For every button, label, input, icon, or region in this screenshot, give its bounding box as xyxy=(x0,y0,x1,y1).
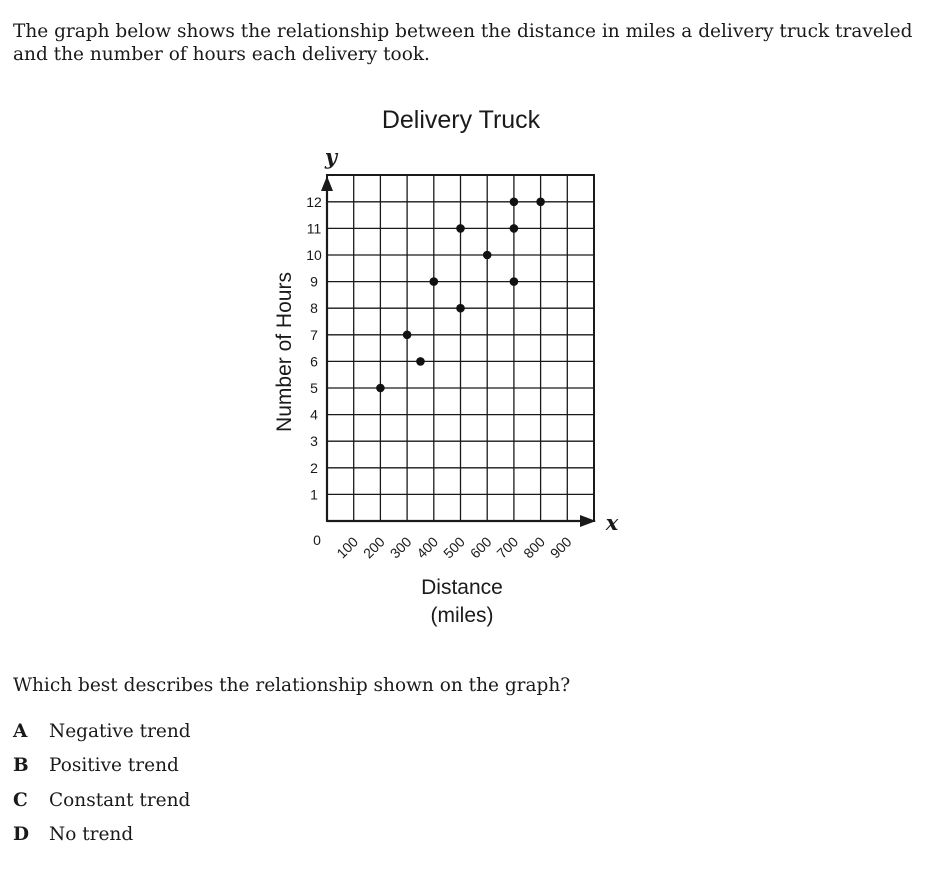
x-tick-label: 500 xyxy=(440,533,468,562)
data-point xyxy=(403,331,412,340)
question-text: Which best describes the relationship shown on the graph? xyxy=(13,675,571,696)
y-tick-label: 10 xyxy=(306,247,322,263)
data-point xyxy=(510,277,519,286)
choice-b-letter: B xyxy=(13,755,29,776)
x-tick-label: 400 xyxy=(413,533,442,562)
data-point xyxy=(536,198,545,207)
choice-c-text: Constant trend xyxy=(49,790,191,811)
y-tick-label: 6 xyxy=(310,353,318,370)
x-tick-label: 300 xyxy=(386,533,415,562)
x-tick-label: 100 xyxy=(333,533,362,562)
y-tick-labels xyxy=(306,194,322,503)
x-tick-label: 800 xyxy=(520,533,548,562)
y-tick-label: 3 xyxy=(310,433,318,450)
y-tick-label: 12 xyxy=(306,193,322,210)
y-axis-letter: y xyxy=(324,144,338,169)
data-point xyxy=(510,224,519,233)
y-tick-label: 7 xyxy=(310,326,318,343)
y-tick-label: 8 xyxy=(310,300,318,317)
choice-b-text: Positive trend xyxy=(49,755,179,776)
y-tick-label: 11 xyxy=(306,220,322,237)
choice-b[interactable] xyxy=(13,755,179,776)
intro-text: The graph below shows the relationship between the distance in miles a delivery truck traveled and the number of hours each delivery took. xyxy=(13,21,913,65)
y-axis-label: Number of Hours xyxy=(273,272,296,432)
x-tick-label: 700 xyxy=(493,533,522,562)
y-tick-label: 2 xyxy=(310,459,318,476)
scatter-chart xyxy=(0,90,950,650)
choice-d-text: No trend xyxy=(49,824,134,845)
data-point xyxy=(456,224,465,233)
data-point xyxy=(510,198,519,207)
origin-label: 0 xyxy=(313,532,321,548)
x-tick-labels xyxy=(333,533,575,561)
choice-c-letter: C xyxy=(13,790,28,811)
choice-a[interactable] xyxy=(13,721,191,742)
data-point xyxy=(376,384,385,393)
y-tick-label: 5 xyxy=(310,380,318,396)
choice-a-letter: A xyxy=(13,721,28,742)
data-point xyxy=(416,357,425,366)
x-axis-label-line2: (miles) xyxy=(430,604,494,627)
data-point xyxy=(456,304,465,313)
x-axis-letter: x xyxy=(605,510,619,535)
x-axis-label-line1: Distance xyxy=(421,576,503,599)
x-tick-label: 200 xyxy=(359,533,388,562)
choice-a-text: Negative trend xyxy=(49,721,191,742)
choice-d[interactable] xyxy=(13,824,133,845)
choice-c[interactable] xyxy=(13,790,190,811)
y-tick-label: 1 xyxy=(310,486,318,503)
y-tick-label: 9 xyxy=(310,273,318,290)
x-tick-label: 900 xyxy=(546,533,575,562)
y-axis-arrow xyxy=(321,176,333,191)
data-point xyxy=(483,251,492,260)
y-tick-label: 4 xyxy=(310,406,318,423)
choice-d-letter: D xyxy=(13,824,30,845)
data-point xyxy=(430,277,439,286)
x-tick-label: 600 xyxy=(466,533,495,562)
chart-title: Delivery Truck xyxy=(381,106,541,134)
